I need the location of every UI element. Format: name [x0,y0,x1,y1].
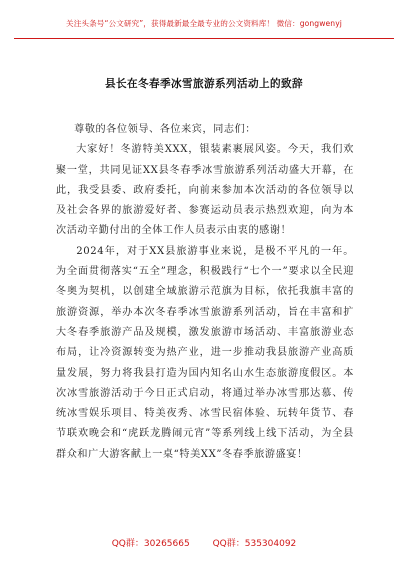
header-banner: 关注头条号“公文研究”，获得最新最全最专业的公文资料库！ 微信：gongwenyj [66,19,342,28]
header-divider [14,38,394,39]
footer-contacts [0,536,408,549]
paragraph-2: 2024年，对于XX县旅游事业来说，是极不平凡的一年。为全面贯彻落实“五全”理念，积极践行“七个一”要求以全民迎冬奥为契机，以创建全域旅游示范旗为目标，依托我旗丰富的旅游资源，举办本次冬春季冰雪旅游系列活动，旨在丰富和扩大冬春季旅游产品及规模，激发旅游市场活动、丰富旅游业态布局，让冷资源转变为热产业，进一步推动我县旅游产业高质量发展，努力将我县打造为国内知名山水生态旅游度假区。本次冰雪旅游活动于今日正式启动，将通过举办冰雪那达慕、传统冰雪娱乐项目、特美夜秀、冰雪民宿体验、玩转年货节、春节联欢晚会和“虎跃龙腾闹元宵”等系列线上线下活动，为全县群众和广大游客献上一桌“特美XX”冬春季旅游盛宴！ [56,245,354,460]
footer-qq-group-1: QQ群：30265665 [111,539,190,549]
document-body [56,120,354,465]
paragraph-1: 大家好！冬游特美XXX，银装素裹展风姿。今天，我们欢聚一堂，共同见证XX县冬春季冰雪旅游系列活动盛大开幕，在此，我受县委、政府委托，向前来参加本次活动的各位领导以及社会各界的旅游爱好者、参赛运动员表示热烈欢迎，向为本次活动辛勤付出的全体工作人员表示由衷的感谢！ [56,144,354,237]
footer-qq-group-2: QQ群：535304092 [212,539,297,549]
document-title: 县长在冬春季冰雪旅游系列活动上的致辞 [105,78,303,90]
salutation: 尊敬的各位领导、各位来宾，同志们： [74,124,256,135]
